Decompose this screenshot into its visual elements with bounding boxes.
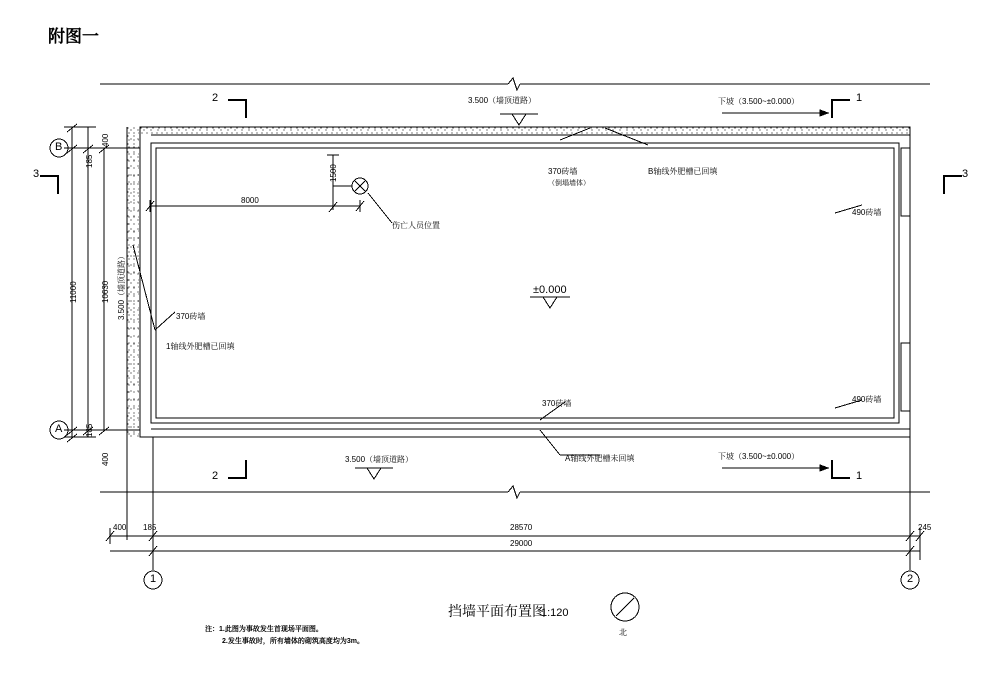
annotation-backfill-1: 1轴线外肥槽已回填 [166, 342, 235, 351]
axis-label-b: B [55, 141, 63, 153]
annotation-victim-position: 伤亡人员位置 [392, 221, 440, 230]
top-wall-hatch [140, 127, 910, 135]
elevation-center: ±0.000 [533, 284, 567, 296]
annotation-wall-490-upper: 490砖墙 [852, 208, 882, 217]
section-mark-bottom-right: 1 [856, 470, 863, 482]
axis-label-2: 2 [907, 573, 914, 585]
section-mark-top-left: 2 [212, 92, 219, 104]
dimension-400-bottom: 400 [101, 452, 110, 466]
dimension-185-bottom-axis: 185 [143, 523, 157, 532]
dimension-10630: 10630 [101, 280, 110, 303]
section-mark-bottom-left: 2 [212, 470, 219, 482]
dimension-1500: 1500 [329, 164, 338, 182]
annotation-backfill-b: B轴线外肥槽已回填 [648, 167, 718, 176]
dimension-185-bottom: 185 [85, 423, 94, 437]
figure-note-1: 注：1.此图为事故发生首现场平面图。 [205, 626, 323, 633]
elevation-bottom-road: 3.500（墙顶道路） [345, 455, 414, 464]
axis-label-a: A [55, 423, 63, 435]
slope-label-top: 下坡（3.500~±0.000） [718, 97, 800, 106]
dimension-400-top: 400 [101, 133, 110, 147]
dimension-185-top: 185 [85, 154, 94, 168]
slope-label-bottom: 下坡（3.500~±0.000） [718, 452, 800, 461]
left-wall-hatch [127, 127, 139, 437]
elevation-left-road: 3.500（墙顶道路） [117, 251, 126, 320]
annotation-wall-370-top: 370砖墙 [548, 167, 578, 176]
dimension-245: 245 [918, 523, 932, 532]
annotation-wall-370-top-sub: （倒塌墙体） [548, 180, 590, 187]
annotation-wall-370-bottom: 370砖墙 [542, 399, 572, 408]
axis-label-1: 1 [150, 573, 157, 585]
figure-header-label: 附图一 [48, 27, 99, 46]
north-label: 北 [619, 628, 627, 637]
dimension-11000: 11000 [69, 281, 78, 303]
figure-note-2: 2.发生事故时，所有墙体的砌筑高度均为3m。 [222, 638, 364, 645]
dimension-8000: 8000 [241, 196, 259, 205]
elevation-top-road: 3.500（墙顶道路） [468, 96, 537, 105]
dimension-400-bottom-axis: 400 [113, 523, 127, 532]
annotation-wall-490-lower: 490砖墙 [852, 395, 882, 404]
dimension-28570: 28570 [510, 523, 533, 532]
dimension-29000: 29000 [510, 539, 533, 548]
section-mark-right-3: 3 [962, 168, 969, 180]
annotation-backfill-a: A轴线外肥槽未回填 [565, 454, 635, 463]
figure-scale: 1:120 [541, 607, 569, 619]
annotation-wall-370-left: 370砖墙 [176, 312, 206, 321]
section-mark-left-3: 3 [33, 168, 40, 180]
figure-title: 挡墙平面布置图 [448, 603, 546, 619]
section-mark-top-right: 1 [856, 92, 863, 104]
